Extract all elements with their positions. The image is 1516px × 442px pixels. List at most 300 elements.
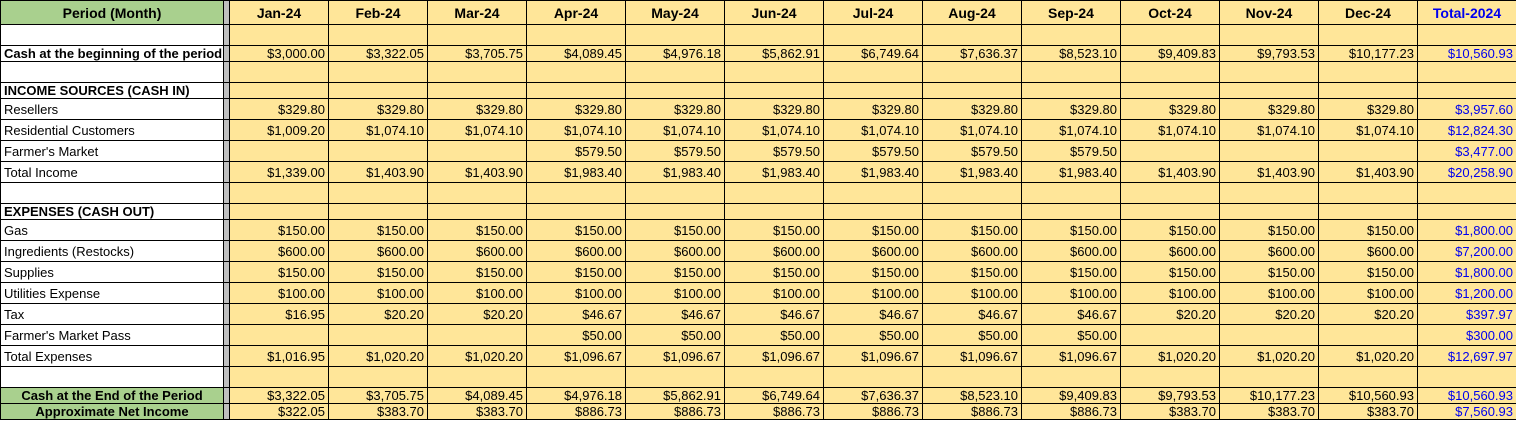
value-cell[interactable]: $46.67	[725, 304, 824, 325]
month-header-cell[interactable]: Jan-24	[230, 1, 329, 25]
value-cell[interactable]: $4,089.45	[527, 46, 626, 62]
value-cell[interactable]: $886.73	[725, 404, 824, 420]
value-cell[interactable]: $1,074.10	[923, 120, 1022, 141]
value-cell[interactable]: $1,403.90	[1121, 162, 1220, 183]
row-label-cell[interactable]: Supplies	[1, 262, 224, 283]
value-cell[interactable]	[1121, 204, 1220, 220]
value-cell[interactable]: $329.80	[1319, 99, 1418, 120]
value-cell[interactable]	[1319, 25, 1418, 46]
value-cell[interactable]: $1,983.40	[725, 162, 824, 183]
value-cell[interactable]	[230, 25, 329, 46]
value-cell[interactable]: $1,074.10	[1220, 120, 1319, 141]
value-cell[interactable]: $322.05	[230, 404, 329, 420]
value-cell[interactable]: $600.00	[626, 241, 725, 262]
value-cell[interactable]	[1022, 62, 1121, 83]
value-cell[interactable]: $1,983.40	[1022, 162, 1121, 183]
month-header-cell[interactable]: Apr-24	[527, 1, 626, 25]
value-cell[interactable]: $1,074.10	[428, 120, 527, 141]
value-cell[interactable]	[1121, 183, 1220, 204]
value-cell[interactable]	[230, 367, 329, 388]
row-label-cell[interactable]: Tax	[1, 304, 224, 325]
value-cell[interactable]	[923, 183, 1022, 204]
value-cell[interactable]: $6,749.64	[725, 388, 824, 404]
value-cell[interactable]	[1220, 25, 1319, 46]
value-cell[interactable]	[329, 204, 428, 220]
value-cell[interactable]: $10,560.93	[1319, 388, 1418, 404]
value-cell[interactable]: $600.00	[824, 241, 923, 262]
value-cell[interactable]: $10,177.23	[1319, 46, 1418, 62]
value-cell[interactable]: $150.00	[1121, 262, 1220, 283]
row-label-cell[interactable]	[1, 62, 224, 83]
value-cell[interactable]	[1121, 25, 1220, 46]
value-cell[interactable]: $600.00	[230, 241, 329, 262]
value-cell[interactable]	[1319, 204, 1418, 220]
value-cell[interactable]: $383.70	[428, 404, 527, 420]
value-cell[interactable]	[824, 83, 923, 99]
month-header-cell[interactable]: Jul-24	[824, 1, 923, 25]
row-label-cell[interactable]: INCOME SOURCES (CASH IN)	[1, 83, 224, 99]
value-cell[interactable]: $329.80	[923, 99, 1022, 120]
total-value-cell[interactable]: $10,560.93	[1418, 46, 1516, 62]
value-cell[interactable]: $3,322.05	[329, 46, 428, 62]
value-cell[interactable]: $150.00	[230, 220, 329, 241]
total-value-cell[interactable]	[1418, 25, 1516, 46]
row-label-cell[interactable]: Farmer's Market Pass	[1, 325, 224, 346]
row-label-cell[interactable]: Gas	[1, 220, 224, 241]
value-cell[interactable]	[428, 141, 527, 162]
value-cell[interactable]	[1319, 325, 1418, 346]
value-cell[interactable]	[527, 204, 626, 220]
value-cell[interactable]: $46.67	[824, 304, 923, 325]
total-value-cell[interactable]: $397.97	[1418, 304, 1516, 325]
total-value-cell[interactable]: $12,824.30	[1418, 120, 1516, 141]
value-cell[interactable]: $150.00	[626, 262, 725, 283]
value-cell[interactable]: $150.00	[329, 220, 428, 241]
value-cell[interactable]: $50.00	[527, 325, 626, 346]
value-cell[interactable]	[824, 204, 923, 220]
value-cell[interactable]: $4,089.45	[428, 388, 527, 404]
value-cell[interactable]	[1319, 83, 1418, 99]
row-label-cell[interactable]: Cash at the End of the Period	[1, 388, 224, 404]
value-cell[interactable]: $329.80	[1121, 99, 1220, 120]
value-cell[interactable]: $9,793.53	[1220, 46, 1319, 62]
value-cell[interactable]: $600.00	[923, 241, 1022, 262]
value-cell[interactable]	[1022, 25, 1121, 46]
value-cell[interactable]	[1121, 367, 1220, 388]
value-cell[interactable]	[725, 204, 824, 220]
value-cell[interactable]	[329, 141, 428, 162]
value-cell[interactable]: $1,020.20	[1319, 346, 1418, 367]
value-cell[interactable]: $1,009.20	[230, 120, 329, 141]
value-cell[interactable]: $383.70	[1121, 404, 1220, 420]
value-cell[interactable]	[923, 204, 1022, 220]
value-cell[interactable]: $150.00	[527, 262, 626, 283]
value-cell[interactable]: $600.00	[428, 241, 527, 262]
value-cell[interactable]: $886.73	[527, 404, 626, 420]
value-cell[interactable]: $1,983.40	[824, 162, 923, 183]
value-cell[interactable]	[428, 25, 527, 46]
value-cell[interactable]	[428, 183, 527, 204]
value-cell[interactable]: $329.80	[329, 99, 428, 120]
value-cell[interactable]: $579.50	[923, 141, 1022, 162]
value-cell[interactable]	[230, 62, 329, 83]
value-cell[interactable]	[1022, 204, 1121, 220]
value-cell[interactable]: $20.20	[329, 304, 428, 325]
value-cell[interactable]	[230, 204, 329, 220]
value-cell[interactable]	[1220, 325, 1319, 346]
value-cell[interactable]	[527, 25, 626, 46]
value-cell[interactable]: $1,074.10	[725, 120, 824, 141]
value-cell[interactable]: $8,523.10	[1022, 46, 1121, 62]
row-label-cell[interactable]: Total Income	[1, 162, 224, 183]
value-cell[interactable]: $1,096.67	[923, 346, 1022, 367]
month-header-cell[interactable]: Aug-24	[923, 1, 1022, 25]
value-cell[interactable]: $886.73	[1022, 404, 1121, 420]
value-cell[interactable]: $579.50	[725, 141, 824, 162]
value-cell[interactable]: $9,793.53	[1121, 388, 1220, 404]
value-cell[interactable]: $7,636.37	[923, 46, 1022, 62]
value-cell[interactable]	[428, 325, 527, 346]
value-cell[interactable]	[923, 83, 1022, 99]
value-cell[interactable]: $150.00	[428, 220, 527, 241]
blank-row	[1, 25, 1516, 46]
value-cell[interactable]: $329.80	[230, 99, 329, 120]
value-cell[interactable]: $150.00	[527, 220, 626, 241]
value-cell[interactable]: $886.73	[626, 404, 725, 420]
value-cell[interactable]: $600.00	[1121, 241, 1220, 262]
total-value-cell[interactable]	[1418, 83, 1516, 99]
value-cell[interactable]: $50.00	[824, 325, 923, 346]
value-cell[interactable]: $1,020.20	[428, 346, 527, 367]
value-cell[interactable]: $100.00	[230, 283, 329, 304]
value-cell[interactable]: $20.20	[1220, 304, 1319, 325]
value-cell[interactable]	[428, 204, 527, 220]
month-header-cell[interactable]: Nov-24	[1220, 1, 1319, 25]
total-value-cell[interactable]: $3,957.60	[1418, 99, 1516, 120]
month-header-cell[interactable]: Dec-24	[1319, 1, 1418, 25]
blank-row	[1, 367, 1516, 388]
value-cell[interactable]	[626, 83, 725, 99]
value-cell[interactable]: $150.00	[1121, 220, 1220, 241]
value-cell[interactable]: $100.00	[1220, 283, 1319, 304]
value-cell[interactable]: $100.00	[626, 283, 725, 304]
value-cell[interactable]: $886.73	[824, 404, 923, 420]
value-cell[interactable]	[329, 83, 428, 99]
value-cell[interactable]: $1,016.95	[230, 346, 329, 367]
value-cell[interactable]: $1,096.67	[1022, 346, 1121, 367]
value-cell[interactable]: $150.00	[1022, 262, 1121, 283]
value-cell[interactable]: $150.00	[725, 262, 824, 283]
value-cell[interactable]: $100.00	[1121, 283, 1220, 304]
value-cell[interactable]: $20.20	[1121, 304, 1220, 325]
value-cell[interactable]: $46.67	[527, 304, 626, 325]
value-cell[interactable]: $600.00	[1022, 241, 1121, 262]
value-cell[interactable]: $329.80	[1220, 99, 1319, 120]
total-value-cell[interactable]: $1,800.00	[1418, 262, 1516, 283]
total-value-cell[interactable]: $10,560.93	[1418, 388, 1516, 404]
value-cell[interactable]	[1121, 141, 1220, 162]
month-header-cell[interactable]: Oct-24	[1121, 1, 1220, 25]
value-cell[interactable]: $600.00	[1319, 241, 1418, 262]
value-cell[interactable]: $150.00	[1220, 220, 1319, 241]
value-cell[interactable]	[1220, 367, 1319, 388]
value-cell[interactable]: $16.95	[230, 304, 329, 325]
value-cell[interactable]: $20.20	[428, 304, 527, 325]
value-cell[interactable]: $329.80	[626, 99, 725, 120]
value-cell[interactable]: $46.67	[626, 304, 725, 325]
value-cell[interactable]: $1,096.67	[725, 346, 824, 367]
value-cell[interactable]: $150.00	[824, 220, 923, 241]
value-cell[interactable]: $1,074.10	[626, 120, 725, 141]
value-cell[interactable]: $600.00	[329, 241, 428, 262]
value-cell[interactable]: $600.00	[527, 241, 626, 262]
table-row	[1, 304, 1516, 325]
row-label-cell[interactable]: Approximate Net Income	[1, 404, 224, 420]
value-cell[interactable]	[725, 183, 824, 204]
value-cell[interactable]	[824, 62, 923, 83]
value-cell[interactable]	[626, 62, 725, 83]
value-cell[interactable]: $1,020.20	[329, 346, 428, 367]
value-cell[interactable]: $1,074.10	[824, 120, 923, 141]
value-cell[interactable]: $579.50	[1022, 141, 1121, 162]
value-cell[interactable]	[329, 325, 428, 346]
row-label-cell[interactable]: Total Expenses	[1, 346, 224, 367]
value-cell[interactable]: $46.67	[923, 304, 1022, 325]
table-row	[1, 283, 1516, 304]
total-value-cell[interactable]: $1,200.00	[1418, 283, 1516, 304]
value-cell[interactable]: $150.00	[329, 262, 428, 283]
table-row	[1, 46, 1516, 62]
value-cell[interactable]	[725, 25, 824, 46]
value-cell[interactable]: $150.00	[725, 220, 824, 241]
row-label-cell[interactable]: Resellers	[1, 99, 224, 120]
value-cell[interactable]	[1121, 325, 1220, 346]
value-cell[interactable]: $329.80	[824, 99, 923, 120]
value-cell[interactable]: $150.00	[923, 262, 1022, 283]
value-cell[interactable]	[428, 367, 527, 388]
value-cell[interactable]	[1220, 141, 1319, 162]
value-cell[interactable]: $1,403.90	[1220, 162, 1319, 183]
value-cell[interactable]: $3,000.00	[230, 46, 329, 62]
value-cell[interactable]	[725, 367, 824, 388]
value-cell[interactable]: $1,074.10	[527, 120, 626, 141]
value-cell[interactable]	[626, 25, 725, 46]
row-label-cell[interactable]: Ingredients (Restocks)	[1, 241, 224, 262]
value-cell[interactable]: $1,983.40	[626, 162, 725, 183]
value-cell[interactable]	[230, 83, 329, 99]
value-cell[interactable]: $886.73	[923, 404, 1022, 420]
value-cell[interactable]: $20.20	[1319, 304, 1418, 325]
value-cell[interactable]	[230, 325, 329, 346]
value-cell[interactable]: $8,523.10	[923, 388, 1022, 404]
value-cell[interactable]	[1319, 183, 1418, 204]
value-cell[interactable]	[923, 25, 1022, 46]
row-label-cell[interactable]: Residential Customers	[1, 120, 224, 141]
value-cell[interactable]: $150.00	[1319, 220, 1418, 241]
value-cell[interactable]: $9,409.83	[1121, 46, 1220, 62]
value-cell[interactable]: $4,976.18	[527, 388, 626, 404]
total-value-cell[interactable]	[1418, 204, 1516, 220]
value-cell[interactable]: $50.00	[923, 325, 1022, 346]
value-cell[interactable]	[1022, 83, 1121, 99]
value-cell[interactable]: $1,074.10	[1319, 120, 1418, 141]
value-cell[interactable]: $7,636.37	[824, 388, 923, 404]
value-cell[interactable]: $150.00	[428, 262, 527, 283]
value-cell[interactable]	[626, 204, 725, 220]
value-cell[interactable]: $50.00	[1022, 325, 1121, 346]
value-cell[interactable]	[1022, 183, 1121, 204]
value-cell[interactable]	[329, 62, 428, 83]
value-cell[interactable]: $5,862.91	[626, 388, 725, 404]
value-cell[interactable]	[527, 183, 626, 204]
value-cell[interactable]: $100.00	[329, 283, 428, 304]
value-cell[interactable]	[329, 183, 428, 204]
value-cell[interactable]	[428, 62, 527, 83]
value-cell[interactable]: $5,862.91	[725, 46, 824, 62]
month-header-cell[interactable]: Mar-24	[428, 1, 527, 25]
value-cell[interactable]: $1,020.20	[1121, 346, 1220, 367]
value-cell[interactable]: $6,749.64	[824, 46, 923, 62]
table-row	[1, 325, 1516, 346]
value-cell[interactable]	[824, 25, 923, 46]
value-cell[interactable]: $100.00	[1319, 283, 1418, 304]
value-cell[interactable]: $46.67	[1022, 304, 1121, 325]
row-label-cell[interactable]: Cash at the beginning of the period	[1, 46, 224, 62]
value-cell[interactable]	[1022, 367, 1121, 388]
value-cell[interactable]: $150.00	[923, 220, 1022, 241]
value-cell[interactable]	[626, 183, 725, 204]
value-cell[interactable]	[1121, 62, 1220, 83]
value-cell[interactable]: $1,403.90	[329, 162, 428, 183]
value-cell[interactable]: $329.80	[725, 99, 824, 120]
row-label-cell[interactable]: Utilities Expense	[1, 283, 224, 304]
value-cell[interactable]: $150.00	[1220, 262, 1319, 283]
value-cell[interactable]: $1,339.00	[230, 162, 329, 183]
value-cell[interactable]: $100.00	[824, 283, 923, 304]
value-cell[interactable]	[527, 367, 626, 388]
value-cell[interactable]	[527, 62, 626, 83]
value-cell[interactable]: $10,177.23	[1220, 388, 1319, 404]
value-cell[interactable]: $50.00	[725, 325, 824, 346]
value-cell[interactable]: $329.80	[1022, 99, 1121, 120]
total-value-cell[interactable]	[1418, 62, 1516, 83]
value-cell[interactable]: $100.00	[923, 283, 1022, 304]
value-cell[interactable]	[329, 367, 428, 388]
value-cell[interactable]	[824, 183, 923, 204]
value-cell[interactable]: $100.00	[1022, 283, 1121, 304]
month-header-cell[interactable]: Feb-24	[329, 1, 428, 25]
value-cell[interactable]: $1,074.10	[1121, 120, 1220, 141]
month-header-cell[interactable]: May-24	[626, 1, 725, 25]
value-cell[interactable]: $1,074.10	[329, 120, 428, 141]
value-cell[interactable]	[1220, 183, 1319, 204]
row-label-cell[interactable]	[1, 183, 224, 204]
value-cell[interactable]	[428, 83, 527, 99]
total-header-cell[interactable]: Total-2024	[1418, 1, 1516, 25]
value-cell[interactable]: $100.00	[725, 283, 824, 304]
value-cell[interactable]: $383.70	[1319, 404, 1418, 420]
value-cell[interactable]: $150.00	[824, 262, 923, 283]
value-cell[interactable]	[329, 25, 428, 46]
value-cell[interactable]	[1319, 141, 1418, 162]
value-cell[interactable]: $9,409.83	[1022, 388, 1121, 404]
value-cell[interactable]: $3,322.05	[230, 388, 329, 404]
value-cell[interactable]: $1,096.67	[824, 346, 923, 367]
month-header-cell[interactable]: Sep-24	[1022, 1, 1121, 25]
value-cell[interactable]: $329.80	[428, 99, 527, 120]
value-cell[interactable]: $100.00	[527, 283, 626, 304]
total-value-cell[interactable]: $1,800.00	[1418, 220, 1516, 241]
value-cell[interactable]: $329.80	[527, 99, 626, 120]
value-cell[interactable]: $579.50	[626, 141, 725, 162]
total-value-cell[interactable]	[1418, 183, 1516, 204]
value-cell[interactable]: $600.00	[725, 241, 824, 262]
value-cell[interactable]: $1,403.90	[428, 162, 527, 183]
value-cell[interactable]	[923, 367, 1022, 388]
total-value-cell[interactable]: $7,200.00	[1418, 241, 1516, 262]
value-cell[interactable]: $4,976.18	[626, 46, 725, 62]
period-header-cell[interactable]: Period (Month)	[1, 1, 224, 25]
month-header-cell[interactable]: Jun-24	[725, 1, 824, 25]
value-cell[interactable]: $1,020.20	[1220, 346, 1319, 367]
row-label-cell[interactable]	[1, 367, 224, 388]
value-cell[interactable]	[824, 367, 923, 388]
value-cell[interactable]	[725, 83, 824, 99]
value-cell[interactable]: $150.00	[1319, 262, 1418, 283]
row-label-cell[interactable]: EXPENSES (CASH OUT)	[1, 204, 224, 220]
value-cell[interactable]	[1121, 83, 1220, 99]
value-cell[interactable]: $383.70	[1220, 404, 1319, 420]
value-cell[interactable]	[1220, 62, 1319, 83]
value-cell[interactable]	[230, 183, 329, 204]
value-cell[interactable]	[1220, 83, 1319, 99]
row-label-cell[interactable]	[1, 25, 224, 46]
value-cell[interactable]: $1,096.67	[626, 346, 725, 367]
value-cell[interactable]: $3,705.75	[329, 388, 428, 404]
value-cell[interactable]: $150.00	[230, 262, 329, 283]
value-cell[interactable]	[230, 141, 329, 162]
value-cell[interactable]: $383.70	[329, 404, 428, 420]
total-value-cell[interactable]	[1418, 367, 1516, 388]
value-cell[interactable]: $50.00	[626, 325, 725, 346]
value-cell[interactable]: $1,074.10	[1022, 120, 1121, 141]
value-cell[interactable]	[1220, 204, 1319, 220]
total-value-cell[interactable]: $3,477.00	[1418, 141, 1516, 162]
value-cell[interactable]: $579.50	[527, 141, 626, 162]
value-cell[interactable]	[527, 83, 626, 99]
value-cell[interactable]: $100.00	[428, 283, 527, 304]
value-cell[interactable]: $150.00	[626, 220, 725, 241]
total-value-cell[interactable]: $12,697.97	[1418, 346, 1516, 367]
value-cell[interactable]: $1,983.40	[923, 162, 1022, 183]
total-value-cell[interactable]: $300.00	[1418, 325, 1516, 346]
row-label-cell[interactable]: Farmer's Market	[1, 141, 224, 162]
value-cell[interactable]	[923, 62, 1022, 83]
value-cell[interactable]	[1319, 367, 1418, 388]
value-cell[interactable]: $1,096.67	[527, 346, 626, 367]
total-value-cell[interactable]: $20,258.90	[1418, 162, 1516, 183]
value-cell[interactable]: $600.00	[1220, 241, 1319, 262]
value-cell[interactable]	[725, 62, 824, 83]
value-cell[interactable]: $1,403.90	[1319, 162, 1418, 183]
value-cell[interactable]: $150.00	[1022, 220, 1121, 241]
value-cell[interactable]: $579.50	[824, 141, 923, 162]
value-cell[interactable]: $3,705.75	[428, 46, 527, 62]
value-cell[interactable]: $1,983.40	[527, 162, 626, 183]
value-cell[interactable]	[1319, 62, 1418, 83]
value-cell[interactable]	[626, 367, 725, 388]
total-value-cell[interactable]: $7,560.93	[1418, 404, 1516, 420]
